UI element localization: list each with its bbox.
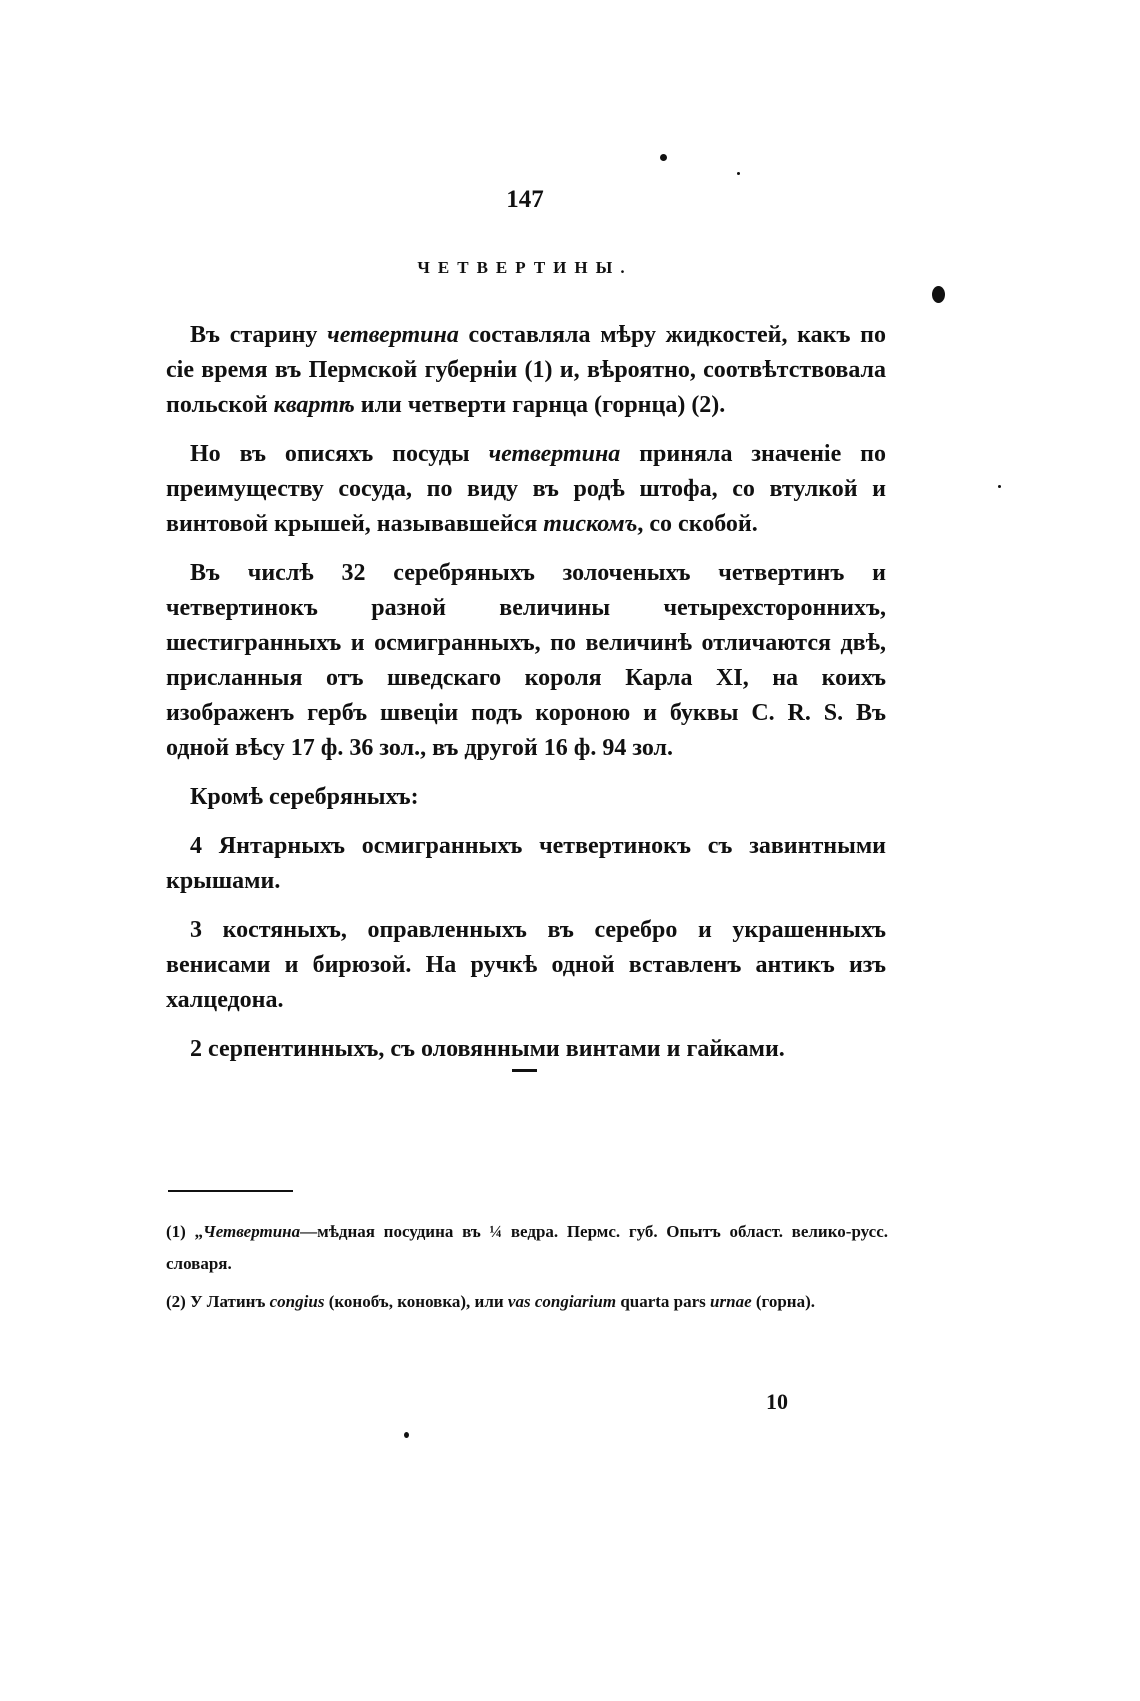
scan-speck — [998, 485, 1001, 488]
footnote — [166, 1286, 888, 1318]
italic-term: urnae — [710, 1292, 752, 1311]
paragraph — [166, 780, 886, 815]
paragraph — [166, 829, 886, 899]
section-heading: ЧЕТВЕРТИНЫ. — [417, 258, 633, 277]
text-run: или четверти гарнца (горнца) (2). — [354, 392, 726, 418]
paragraph — [166, 1032, 886, 1067]
section-end-rule — [512, 1069, 537, 1072]
italic-term: четвертина — [488, 441, 621, 467]
text-run: составляла мѣру жидкостей, какъ по сіе время въ Пермской губерніи (1) и, вѣроятно, соотвѣтствовала польской — [166, 322, 886, 418]
text-run: Въ старину — [190, 322, 328, 348]
italic-term: Четвертина — [203, 1222, 301, 1241]
scan-speck — [660, 154, 667, 161]
italic-term: congius — [269, 1292, 325, 1311]
signature-mark: 10 — [766, 1389, 788, 1414]
text-run: quarta pars — [616, 1292, 711, 1311]
italic-term: квартѣ — [273, 392, 355, 418]
paragraph — [166, 556, 886, 766]
text-run: , со скобой. — [637, 511, 758, 537]
footnote-separator — [168, 1190, 293, 1192]
text-run: Въ числѣ 32 серебряныхъ золоченыхъ четвертинъ и четвертинокъ разной величины четырехсторонниxъ, шестигранныхъ и осмигранныхъ, по величинѣ отличаются двѣ, присланныя отъ шведскаго короля Карла XI, на коихъ изображенъ гербъ швеціи подъ короною и буквы C. R. S. Въ одной вѣсу 17 ф. 36 зол., въ другой 16 ф. 94 зол. — [166, 560, 886, 761]
text-run: приняла значеніе по преимуществу сосуда, по виду въ родѣ штофа, со втулкой и винтовой крышей, называвшейся — [166, 441, 886, 537]
text-run: 2 серпентинныхъ, съ оловянными винтами и гайками. — [190, 1036, 785, 1062]
paragraph — [166, 437, 886, 542]
text-run: Но въ описяхъ посуды — [190, 441, 489, 467]
scan-speck — [737, 172, 740, 175]
text-run: 4 Янтарныхъ осмигранныхъ четвертинокъ съ завинтными крышами. — [166, 833, 886, 894]
text-run: (1) „ — [166, 1222, 204, 1241]
text-run: (2) У Латинъ — [166, 1292, 270, 1311]
page-number: 147 — [506, 186, 544, 213]
body-text — [166, 318, 886, 1081]
paragraph — [166, 913, 886, 1018]
italic-term: vas congiarium — [507, 1292, 617, 1311]
text-run: —мѣдная посудина въ ¼ ведра. Пермс. губ. Опытъ област. велико-русс. словаря. — [166, 1222, 889, 1273]
scan-speck — [932, 286, 945, 303]
italic-term: тискомъ — [543, 511, 638, 537]
text-run: Кромѣ серебряныхъ: — [190, 784, 419, 810]
scan-speck — [404, 1432, 409, 1438]
footnote — [166, 1216, 888, 1280]
text-run: (конобъ, коновка), или — [324, 1292, 508, 1311]
text-run: (горна). — [751, 1292, 815, 1311]
footnotes — [166, 1216, 888, 1324]
text-run: 3 костяныхъ, оправленныхъ въ серебро и украшенныхъ венисами и бирюзой. На ручкѣ одной вставленъ антикъ изъ халцедона. — [166, 917, 886, 1013]
paragraph — [166, 318, 886, 423]
italic-term: четвертина — [327, 322, 459, 348]
